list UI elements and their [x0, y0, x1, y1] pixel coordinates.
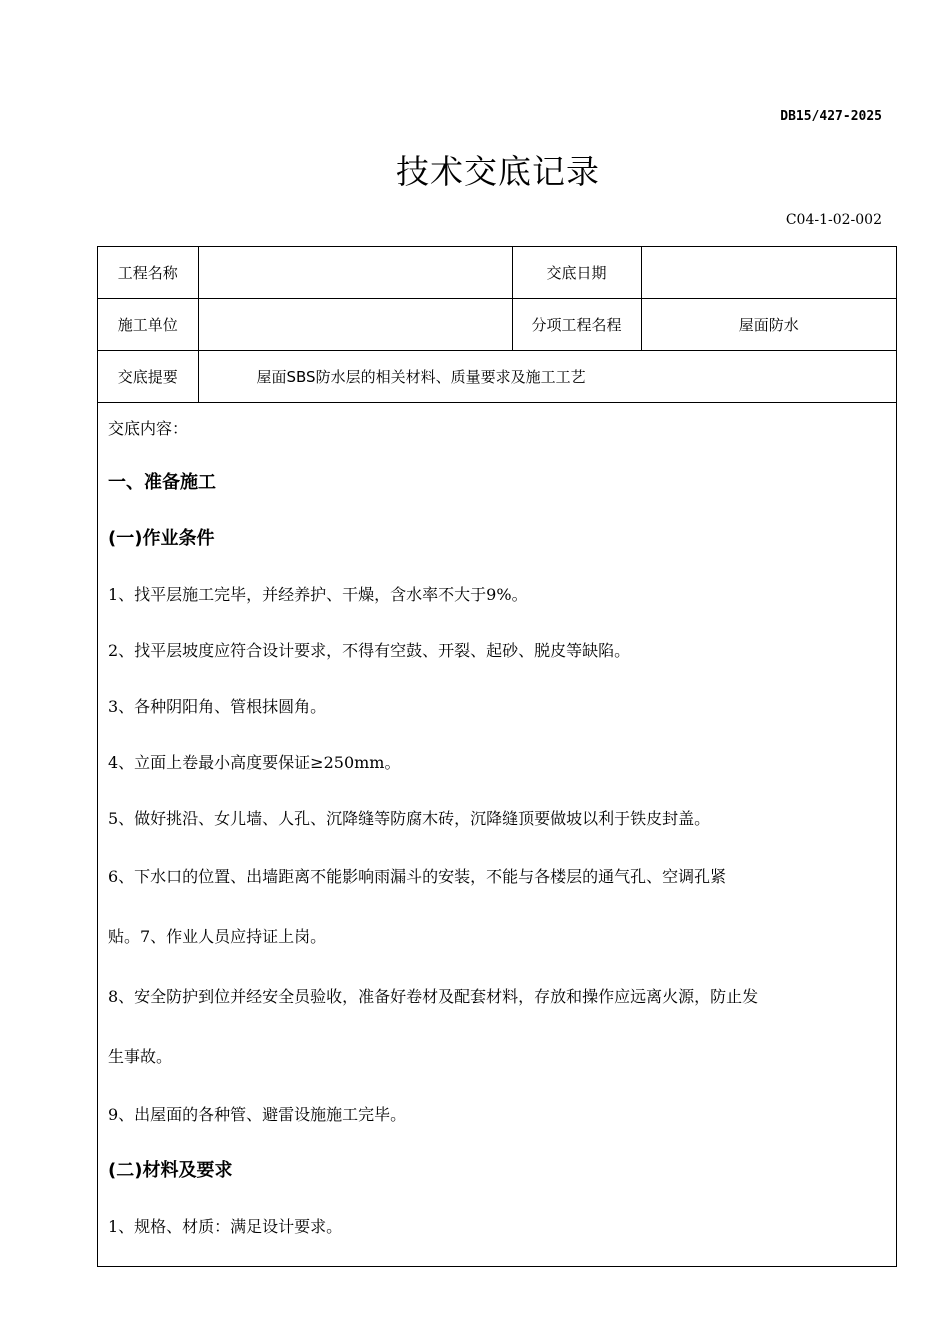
- section-heading: 一、准备施工: [108, 472, 216, 493]
- date-field[interactable]: [641, 247, 896, 299]
- contractor-label: 施工单位: [98, 299, 198, 351]
- content-intro: 交底内容：: [108, 419, 189, 438]
- contractor-field[interactable]: [198, 299, 512, 351]
- list-item: 9、出屋面的各种管、避雷设施施工完毕。: [108, 1105, 407, 1124]
- list-item: 贴。7、作业人员应持证上岗。: [108, 927, 327, 946]
- list-item: 生事故。: [108, 1047, 173, 1066]
- info-table: [98, 247, 896, 403]
- document-title: 技术交底记录: [396, 152, 600, 191]
- subitem-label: 分项工程名程: [512, 299, 641, 351]
- summary-field[interactable]: 屋面SBS防水层的相关材料、质量要求及施工工艺: [198, 351, 896, 403]
- form-code: C04-1-02-002: [785, 212, 882, 228]
- standard-code: DB15/427-2025: [780, 109, 882, 124]
- table-row: [98, 351, 896, 403]
- list-item: 4、立面上卷最小高度要保证≥250mm。: [108, 753, 401, 772]
- subsection-heading: (二)材料及要求: [108, 1160, 233, 1181]
- list-item: 5、做好挑沿、女儿墙、人孔、沉降缝等防腐木砖，沉降缝顶要做坡以利于铁皮封盖。: [108, 809, 711, 828]
- record-frame: [97, 246, 897, 1267]
- list-item: 8、安全防护到位并经安全员验收，准备好卷材及配套材料，存放和操作应远离火源，防止发: [108, 987, 759, 1006]
- list-item: 6、下水口的位置、出墙距离不能影响雨漏斗的安装，不能与各楼层的通气孔、空调孔紧: [108, 867, 727, 886]
- table-row: [98, 247, 896, 299]
- subitem-field[interactable]: 屋面防水: [641, 299, 896, 351]
- date-label: 交底日期: [512, 247, 641, 299]
- list-item: 1、规格、材质：满足设计要求。: [108, 1217, 343, 1236]
- project-name-label: 工程名称: [98, 247, 198, 299]
- disclosure-content: [98, 403, 896, 1255]
- list-item: 3、各种阴阳角、管根抹圆角。: [108, 697, 327, 716]
- list-item: 1、找平层施工完毕，并经养护、干燥，含水率不大于9%。: [108, 585, 528, 604]
- table-row: [98, 299, 896, 351]
- summary-label: 交底提要: [98, 351, 198, 403]
- subsection-heading: (一)作业条件: [108, 528, 215, 549]
- project-name-field[interactable]: [198, 247, 512, 299]
- list-item: 2、找平层坡度应符合设计要求，不得有空鼓、开裂、起砂、脱皮等缺陷。: [108, 641, 631, 660]
